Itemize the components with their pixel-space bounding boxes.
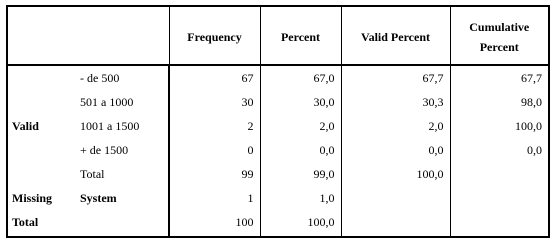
table-row [7,90,549,114]
row-label: 1001 a 1500 [74,114,169,138]
cell-valid-percent: 100,0 [341,162,450,186]
cell-cumulative-percent: 67,7 [450,65,549,90]
cell-frequency: 2 [169,114,260,138]
cell-frequency: 1 [169,186,260,210]
cell-percent: 67,0 [260,65,341,90]
cell-frequency: 67 [169,65,260,90]
cell-percent: 100,0 [260,210,341,237]
cell-cumulative-percent: 0,0 [450,138,549,162]
header-row [7,6,549,65]
cell-percent: 1,0 [260,186,341,210]
row-label: - de 500 [74,65,169,90]
cell-cumulative-percent [450,210,549,237]
cell-frequency: 99 [169,162,260,186]
row-label: 501 a 1000 [74,90,169,114]
row-label: + de 1500 [74,138,169,162]
cell-percent: 0,0 [260,138,341,162]
group-label-missing: Missing [12,191,53,205]
cell-valid-percent [341,210,450,237]
cell-cumulative-percent: 98,0 [450,90,549,114]
row-label-system: System [74,186,169,210]
cell-frequency: 100 [169,210,260,237]
header-blank-cell [7,6,169,65]
cell-valid-percent: 67,7 [341,65,450,90]
cell-valid-percent: 2,0 [341,114,450,138]
cell-cumulative-percent [450,186,549,210]
cell-valid-percent: 0,0 [341,138,450,162]
row-label: Total [74,162,169,186]
cell-cumulative-percent: 100,0 [450,114,549,138]
table-row [7,65,549,90]
cell-valid-percent [341,186,450,210]
header-percent: Percent [260,6,341,65]
cell-frequency: 30 [169,90,260,114]
table-row [7,186,549,210]
row-label-empty [74,210,169,237]
table-row [7,114,549,138]
cell-percent: 30,0 [260,90,341,114]
group-label-valid: Valid [12,119,39,133]
cell-percent: 2,0 [260,114,341,138]
group-label-total: Total [12,215,39,229]
header-valid-percent: Valid Percent [341,6,450,65]
header-cumulative-percent [450,6,549,65]
cell-frequency: 0 [169,138,260,162]
header-frequency: Frequency [169,6,260,65]
frequency-table [6,5,550,238]
cell-percent: 99,0 [260,162,341,186]
header-cumulative-percent-label: Cumulative Percent [469,19,530,54]
table-row [7,138,549,162]
table-row-total [7,210,549,237]
cell-valid-percent: 30,3 [341,90,450,114]
frequency-table-container [6,5,548,245]
cell-cumulative-percent [450,162,549,186]
table-row [7,162,549,186]
